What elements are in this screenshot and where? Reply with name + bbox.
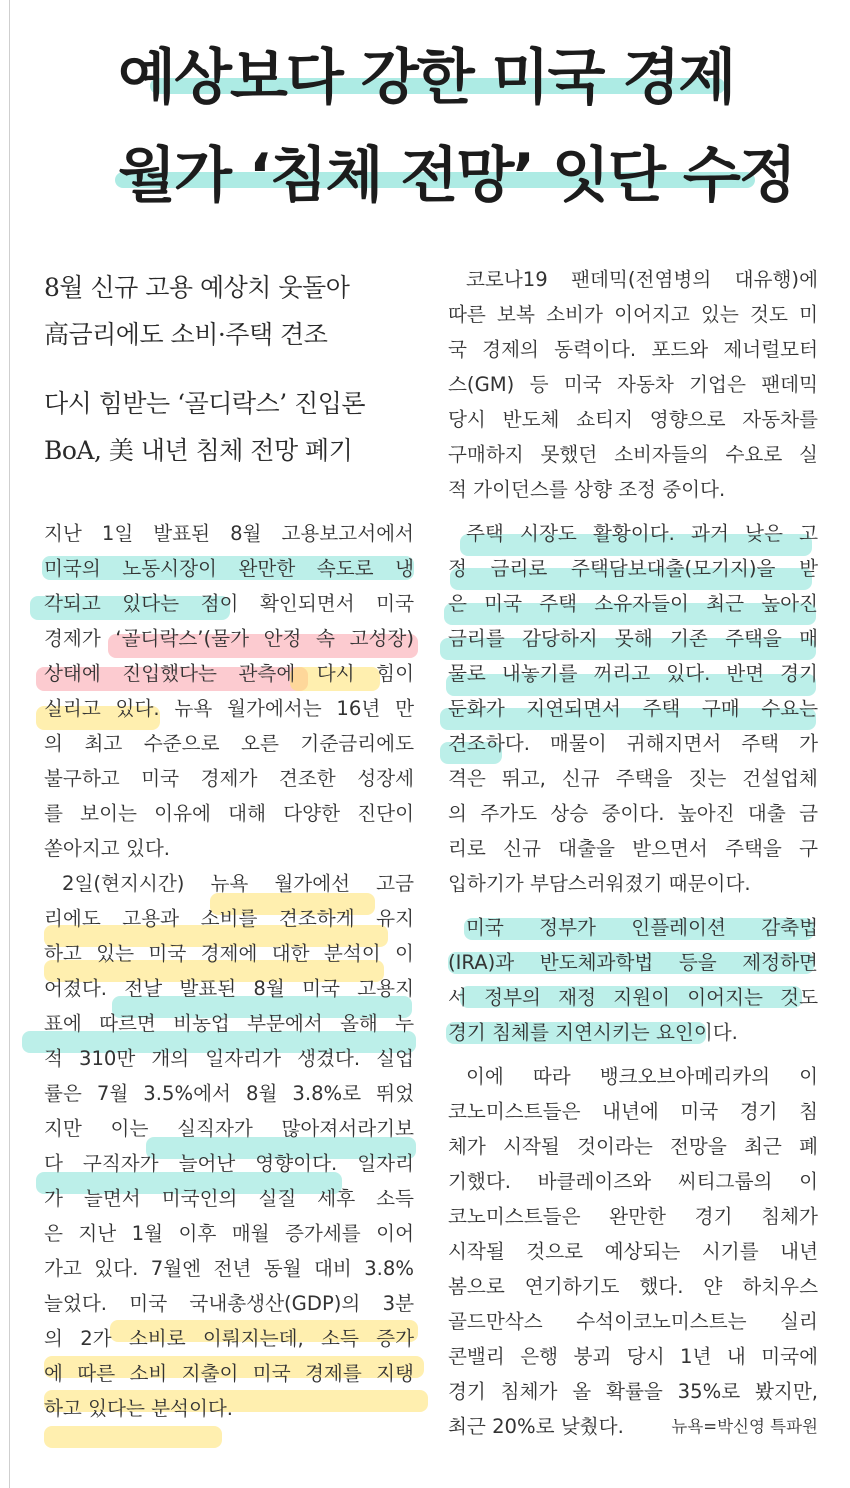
- headline-line-2: 월가 ‘침체 전망’ 잇단 수정: [118, 141, 795, 211]
- body-line: 국 경제의 동력이다. 포드와 제너럴모터: [448, 338, 818, 361]
- body-line: 하고 있다는 분석이다.: [44, 1397, 234, 1420]
- body-line: 구매하지 못했던 소비자들의 수요로 실: [448, 443, 818, 466]
- body-line: 경기 침체를 지연시키는 요인이다.: [448, 1021, 738, 1044]
- body-line: 의 2가 소비로 이뤄지는데, 소득 증가: [44, 1327, 414, 1350]
- body-line: 적 310만 개의 일자리가 생겼다. 실업: [44, 1047, 414, 1070]
- body-line: 코노미스트들은 내년에 미국 경기 침: [448, 1100, 818, 1123]
- body-line: 의 주가도 상승 중이다. 높아진 대출 금: [448, 802, 818, 825]
- body-line: 입하기가 부담스러워졌기 때문이다.: [448, 872, 751, 895]
- body-line: 미국 정부가 인플레이션 감축법: [466, 916, 818, 939]
- body-line: 하고 있는 미국 경제에 대한 분석이 이: [44, 942, 414, 965]
- body-line: 상태에 진입했다는 관측에 다시 힘이: [44, 662, 414, 685]
- body-line: 정 금리로 주택담보대출(모기지)을 받: [448, 557, 818, 580]
- body-line: 주택 시장도 활황이다. 과거 낮은 고: [466, 522, 818, 545]
- body-line: 시작될 것으로 예상되는 시기를 내년: [448, 1240, 818, 1263]
- body-line: 적 가이던스를 상향 조정 중이다.: [448, 478, 726, 501]
- subhead-1: 8월 신규 고용 예상치 웃돌아: [44, 273, 350, 302]
- body-line: (IRA)과 반도체과학법 등을 제정하면: [448, 951, 818, 974]
- headline-line-1: 예상보다 강한 미국 경제: [118, 43, 735, 113]
- body-line: 경기 침체가 올 확률을 35%로 봤지만,: [448, 1380, 818, 1403]
- body-line: 의 최고 수준으로 오른 기준금리에도: [44, 732, 414, 755]
- body-line: 체가 시작될 것이라는 전망을 최근 폐: [448, 1135, 818, 1158]
- body-line: 코노미스트들은 완만한 경기 침체가: [448, 1205, 818, 1228]
- body-line: 리로 신규 대출을 받으면서 주택을 구: [448, 837, 818, 860]
- body-line: 지만 이는 실직자가 많아져서라기보: [44, 1117, 414, 1140]
- body-line: 경제가 ‘골디락스’(물가 안정 속 고성장): [44, 627, 414, 650]
- body-line: 각되고 있다는 점이 확인되면서 미국: [44, 592, 414, 615]
- byline: 뉴욕=박신영 특파원: [671, 1417, 818, 1436]
- body-line: 어졌다. 전날 발표된 8월 미국 고용지: [44, 977, 414, 1000]
- body-line: 둔화가 지연되면서 주택 구매 수요는: [448, 697, 818, 720]
- body-line: 불구하고 미국 경제가 견조한 성장세: [44, 767, 414, 790]
- body-line: 기했다. 바클레이즈와 씨티그룹의 이: [448, 1170, 818, 1193]
- body-line: 은 미국 주택 소유자들이 최근 높아진: [448, 592, 818, 615]
- body-line: 콘밸리 은행 붕괴 당시 1년 내 미국에: [448, 1345, 818, 1368]
- body-line: 스(GM) 등 미국 자동차 기업은 팬데믹: [448, 373, 818, 396]
- body-line: 지난 1일 발표된 8월 고용보고서에서: [44, 522, 414, 545]
- body-line: 표에 따르면 비농업 부문에서 올해 누: [44, 1012, 414, 1035]
- body-line: 를 보이는 이유에 대해 다양한 진단이: [44, 802, 414, 825]
- body-line: 최근 20%로 낮췄다.: [448, 1415, 624, 1438]
- body-line: 금리를 감당하지 못해 기존 주택을 매: [448, 627, 818, 650]
- body-line: 물로 내놓기를 꺼리고 있다. 반면 경기: [448, 662, 818, 685]
- body-line: 봄으로 연기하기도 했다. 얀 하치우스: [448, 1275, 818, 1298]
- left-margin-rule: [9, 0, 10, 1488]
- subhead-2: 高금리에도 소비·주택 견조: [44, 320, 328, 349]
- body-line: 률은 7월 3.5%에서 8월 3.8%로 뛰었: [44, 1082, 414, 1105]
- body-line: 서 정부의 재정 지원이 이어지는 것도: [448, 986, 818, 1009]
- body-line: 에 따른 소비 지출이 미국 경제를 지탱: [44, 1362, 414, 1385]
- body-line: 다 구직자가 늘어난 영향이다. 일자리: [44, 1152, 414, 1175]
- body-line: 2일(현지시간) 뉴욕 월가에선 고금: [62, 872, 414, 895]
- body-line: 당시 반도체 쇼티지 영향으로 자동차를: [448, 408, 818, 431]
- body-line: 가 늘면서 미국인의 실질 세후 소득: [44, 1187, 414, 1210]
- body-line: 골드만삭스 수석이코노미스트는 실리: [448, 1310, 818, 1333]
- body-line: 늘었다. 미국 국내총생산(GDP)의 3분: [44, 1292, 414, 1315]
- highlight-yellow: [44, 1426, 222, 1448]
- body-line: 실리고 있다. 뉴욕 월가에서는 16년 만: [44, 697, 414, 720]
- body-line: 이에 따라 뱅크오브아메리카의 이: [466, 1065, 818, 1088]
- body-line: 리에도 고용과 소비를 견조하게 유지: [44, 907, 414, 930]
- body-line: 쏟아지고 있다.: [44, 837, 171, 860]
- subhead-3: 다시 힘받는 ‘골디락스’ 진입론: [44, 389, 366, 418]
- body-line: 격은 뛰고, 신규 주택을 짓는 건설업체: [448, 767, 818, 790]
- subhead-4: BoA, 美 내년 침체 전망 폐기: [44, 436, 353, 465]
- body-line: 코로나19 팬데믹(전염병의 대유행)에: [466, 268, 818, 291]
- body-line: 따른 보복 소비가 이어지고 있는 것도 미: [448, 303, 818, 326]
- body-line: 은 지난 1월 이후 매월 증가세를 이어: [44, 1222, 414, 1245]
- body-line: 견조하다. 매물이 귀해지면서 주택 가: [448, 732, 818, 755]
- body-line: 미국의 노동시장이 완만한 속도로 냉: [44, 557, 414, 580]
- body-line: 가고 있다. 7월엔 전년 동월 대비 3.8%: [44, 1257, 414, 1280]
